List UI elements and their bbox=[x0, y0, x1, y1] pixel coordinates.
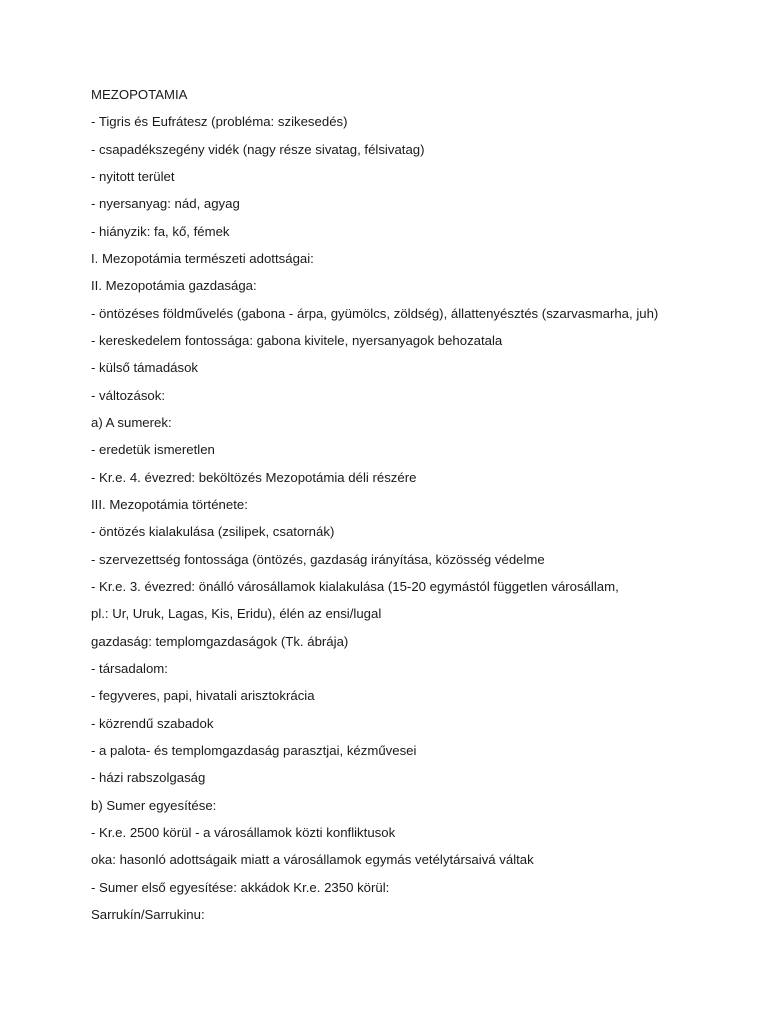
text-line: III. Mezopotámia története: bbox=[91, 496, 248, 512]
text-line: - házi rabszolgaság bbox=[91, 770, 206, 786]
text-line: pl.: Ur, Uruk, Lagas, Kis, Eridu), élén az ensi/lugal bbox=[91, 606, 382, 622]
text-line: - Tigris és Eufrátesz (probléma: szikesedés) bbox=[91, 114, 348, 130]
text-line: - öntözés kialakulása (zsilipek, csatornák) bbox=[91, 524, 335, 540]
document-title: MEZOPOTAMIA bbox=[91, 87, 188, 102]
text-line: - társadalom: bbox=[91, 660, 168, 676]
text-line: - Kr.e. 3. évezred: önálló városállamok kialakulása (15-20 egymástól független városállam, bbox=[91, 578, 619, 594]
text-line: - hiányzik: fa, kő, fémek bbox=[91, 223, 230, 239]
text-line: - csapadékszegény vidék (nagy része sivatag, félsivatag) bbox=[91, 141, 425, 157]
text-line: - Kr.e. 4. évezred: beköltözés Mezopotámia déli részére bbox=[91, 469, 417, 485]
text-line: - eredetük ismeretlen bbox=[91, 442, 215, 458]
text-line: a) A sumerek: bbox=[91, 414, 172, 430]
text-line: - fegyveres, papi, hivatali arisztokrácia bbox=[91, 688, 315, 704]
text-line: gazdaság: templomgazdaságok (Tk. ábrája) bbox=[91, 633, 349, 649]
text-line: Sarrukín/Sarrukinu: bbox=[91, 906, 205, 922]
text-line: II. Mezopotámia gazdasága: bbox=[91, 278, 257, 294]
text-line: - közrendű szabadok bbox=[91, 715, 214, 731]
text-line: b) Sumer egyesítése: bbox=[91, 797, 217, 813]
text-line: - kereskedelem fontossága: gabona kivitele, nyersanyagok behozatala bbox=[91, 332, 503, 348]
text-line: - Sumer első egyesítése: akkádok Kr.e. 2350 körül: bbox=[91, 879, 390, 895]
text-line: - Kr.e. 2500 körül - a városállamok közti konfliktusok bbox=[91, 824, 396, 840]
text-line: oka: hasonló adottságaik miatt a városállamok egymás vetélytársaivá váltak bbox=[91, 852, 534, 868]
document-body bbox=[91, 86, 751, 933]
text-line: - nyitott terület bbox=[91, 168, 175, 184]
text-line: - nyersanyag: nád, agyag bbox=[91, 196, 240, 212]
text-line: - öntözéses földművelés (gabona - árpa, gyümölcs, zöldség), állattenyésztés (szarvasmarha, juh) bbox=[91, 305, 659, 321]
text-line: - a palota- és templomgazdaság parasztjai, kézművesei bbox=[91, 742, 417, 758]
text-line: I. Mezopotámia természeti adottságai: bbox=[91, 250, 314, 266]
text-line: - szervezettség fontossága (öntözés, gazdaság irányítása, közösség védelme bbox=[91, 551, 545, 567]
text-line: - változások: bbox=[91, 387, 166, 403]
text-line: - külső támadások bbox=[91, 360, 199, 376]
